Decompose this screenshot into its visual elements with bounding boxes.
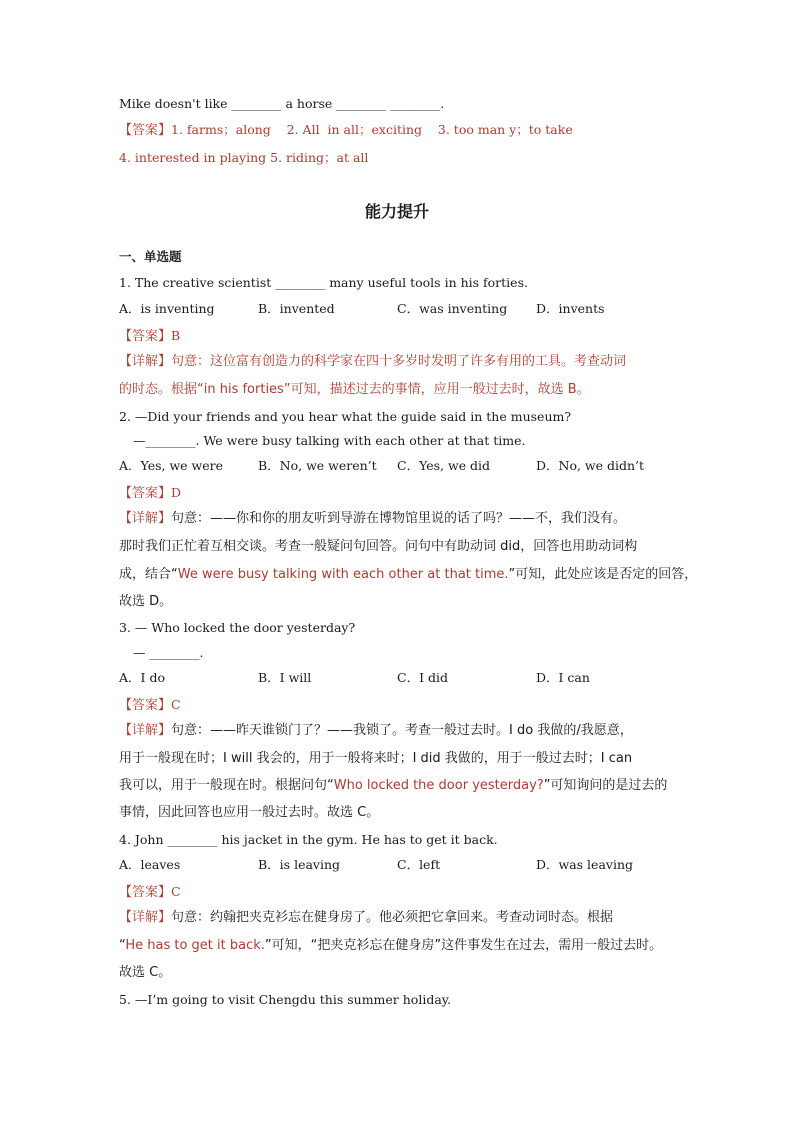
- q1-option-c: C．was inventing: [397, 301, 508, 316]
- q2-detail-line-1: [119, 510, 626, 528]
- q1-option-d: D．invents: [536, 301, 605, 316]
- detail-text: 成，结合“We were busy talking with each other at that time.”可知，此处应该是否定的回答，: [119, 567, 698, 582]
- detail-tag: 【详解】: [119, 354, 172, 369]
- question-3-stem-2: — ________.: [133, 645, 204, 660]
- q3-option-b: B．I will: [258, 670, 312, 685]
- question-2-stem: 2. —Did your friends and you hear what the guide said in the museum?: [119, 409, 572, 424]
- q2-option-d: D．No, we didn’t: [536, 458, 645, 473]
- q3-option-a: A．I do: [119, 670, 165, 685]
- intro-sentence: Mike doesn't like ________ a horse ________ ________.: [119, 96, 445, 111]
- q4-option-d: D．was leaving: [536, 857, 634, 872]
- intro-answer-line-1: [119, 121, 573, 140]
- answer-tag: 【答案】: [119, 123, 172, 138]
- q1-answer: [119, 327, 180, 346]
- detail-text: 句意：——你和你的朋友听到导游在博物馆里说的话了吗？——不，我们没有。: [171, 511, 627, 526]
- q2-answer: [119, 484, 181, 503]
- detail-tag: 【答案】: [119, 698, 172, 713]
- q3-detail-line-3: 我可以，用于一般现在时。根据问句“Who locked the door yesterday?”可知询问的是过去的: [119, 778, 668, 793]
- q3-detail-line-2: 用于一般现在时；I will 我会的，用于一般将来时；I did 我做的，用于一般过去时；I can: [119, 751, 633, 766]
- answer-text: 1. farms；along 2. All in all；exciting 3. too man y；to take: [171, 122, 573, 137]
- q3-option-d: D．I can: [536, 670, 590, 685]
- q1-detail-line-1: [119, 353, 626, 371]
- q4-detail-line-3: 故选 C。: [119, 965, 172, 980]
- detail-tag: 【详解】: [119, 511, 172, 526]
- q3-answer: [119, 696, 181, 715]
- answer-value: C: [171, 697, 181, 712]
- detail-text: 句意：约翰把夹克衫忘在健身房了。他必须把它拿回来。考查动词时态。根据: [171, 910, 614, 925]
- answer-tag: 【答案】: [119, 486, 172, 501]
- answer-value: B: [171, 328, 181, 343]
- answer-value: D: [171, 485, 182, 500]
- q3-detail-line-1: [119, 722, 633, 740]
- q4-option-b: B．is leaving: [258, 857, 341, 872]
- question-3-stem: 3. — Who locked the door yesterday?: [119, 620, 356, 635]
- q1-detail-line-2: 的时态。根据“in his forties”可知，描述过去的事情，应用一般过去时，故选 B。: [119, 382, 590, 397]
- answer-value: C: [171, 884, 181, 899]
- q1-option-b: B．invented: [258, 301, 335, 316]
- intro-answer-line-2: 4. interested in playing 5. riding；at all: [119, 150, 369, 165]
- detail-text: 句意：这位富有创造力的科学家在四十多岁时发明了许多有用的工具。考查动词: [171, 354, 627, 369]
- q2-detail-line-2: 那时我们正忙着互相交谈。考查一般疑问句回答。问句中有助动词 did，回答也用助动词构: [119, 539, 638, 554]
- q4-option-a: A．leaves: [119, 857, 181, 872]
- q2-detail-line-4: 故选 D。: [119, 594, 173, 609]
- q2-detail-line-3: [119, 566, 697, 584]
- question-2-stem-2: —________. We were busy talking with each other at that time.: [133, 433, 526, 448]
- q1-option-a: A．is inventing: [119, 301, 215, 316]
- section-title: 能力提升: [364, 202, 429, 221]
- detail-tag: 【详解】: [119, 723, 172, 738]
- detail-text: 句意：——昨天谁锁门了？——我锁了。考查一般过去时。I do 我做的/我愿意，: [171, 723, 633, 738]
- section-heading: 一、单选题: [119, 249, 182, 264]
- q3-detail-line-4: 事情，因此回答也应用一般过去时。故选 C。: [119, 805, 380, 820]
- q4-detail-line-2: “He has to get it back.”可知，“把夹克衫忘在健身房”这件事发生在过去，需用一般过去时。: [119, 938, 663, 953]
- q3-option-c: C．I did: [397, 670, 448, 685]
- question-1-stem: 1. The creative scientist ________ many useful tools in his forties.: [119, 275, 528, 290]
- q2-option-c: C．Yes, we did: [397, 458, 491, 473]
- q2-option-b: B．No, we weren’t: [258, 458, 377, 473]
- answer-tag: 【答案】: [119, 329, 172, 344]
- q4-detail-line-1: [119, 909, 613, 927]
- answer-tag: 【答案】: [119, 885, 172, 900]
- q2-option-a: A．Yes, we were: [119, 458, 223, 473]
- question-5-stem: 5. —I’m going to visit Chengdu this summer holiday.: [119, 992, 452, 1007]
- detail-tag: 【详解】: [119, 910, 172, 925]
- q4-answer: [119, 883, 181, 902]
- question-4-stem: 4. John ________ his jacket in the gym. He has to get it back.: [119, 832, 498, 847]
- q4-option-c: C．left: [397, 857, 441, 872]
